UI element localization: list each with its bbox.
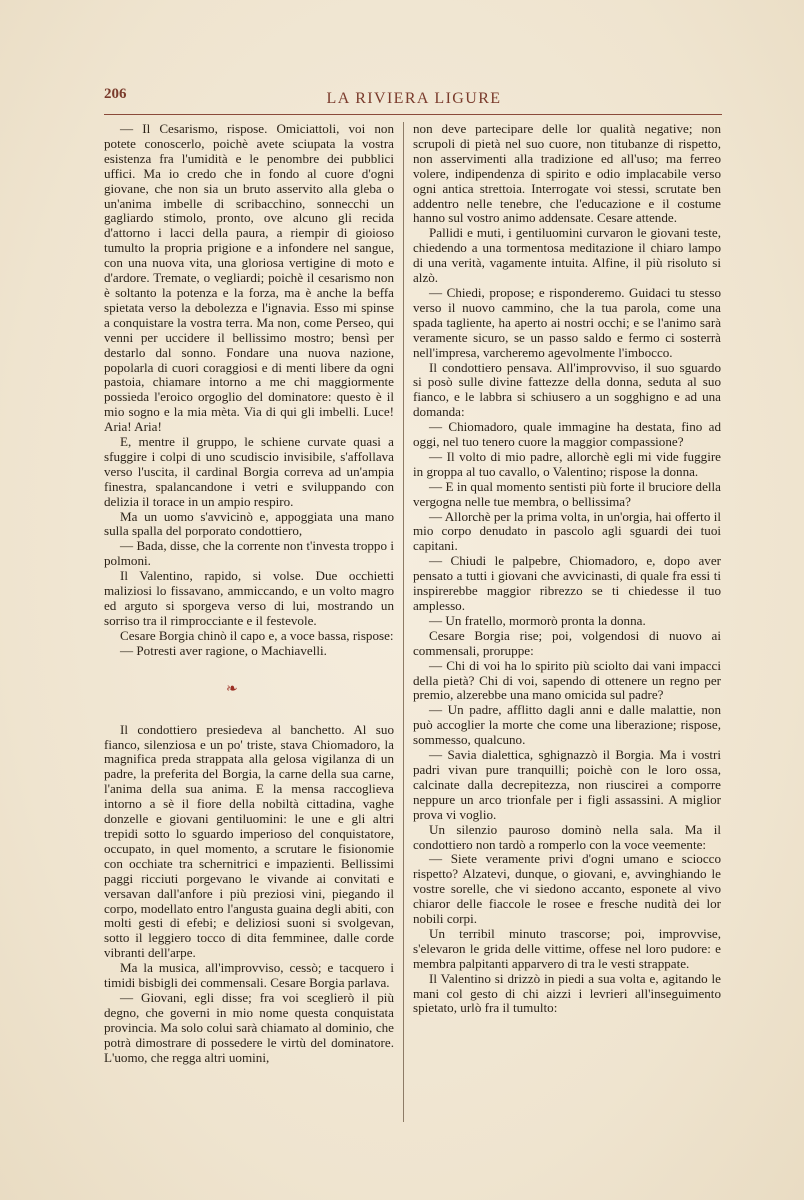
paragraph: — Chiomadoro, quale immagine ha destata, fino ad oggi, nel tuo tenero cuore la maggior compassione? (413, 419, 721, 450)
paragraph: — Siete veramente privi d'ogni umano e sciocco rispetto? Alzatevi, dunque, o giovani, e, avvinghiando le vostre sorelle, che vi siedono accanto, esponete al vivo chiaror delle fiaccole le rosee e fresche nudità dei lor nobili corpi. (413, 851, 721, 927)
paragraph: Il Valentino, rapido, si volse. Due occhietti maliziosi lo fissavano, ammiccando, e un volto magro ed arguto si sporgeva verso di lui, mostrando un sorriso tra il rimprocciante e il festevole. (104, 568, 394, 628)
right-column (413, 122, 721, 1016)
paragraph: Un terribil minuto trascorse; poi, improvvise, s'elevaron le grida delle vittime, offese nel loro pudore: e membra palpitanti apparvero di tra le vesti strappate. (413, 925, 721, 971)
paragraph: — Un fratello, mormorò pronta la donna. (429, 612, 646, 628)
running-title: LA RIVIERA LIGURE (326, 90, 502, 107)
paragraph: Il condottiero presiedeva al banchetto. Al suo fianco, silenziosa e un po' triste, stava Chiomadoro, la magnifica preda strappata alla gelosa vigilanza di un padre, la preferita del Borgia, la carne della sua carne, l'anima della sua anima. E la mensa raccoglieva intorno a sè il fiore della nobiltà cittadina, vaghe donzelle e giovani gentiluomini: le une e gli altri trepidi sotto lo sguardo imperioso del conquistatore, occupato, in quel momento, a scrutare le fisionomie con occhiate tra schernitrici e impazienti. Bellissimi paggi ricciuti porgevano le vivande ai convitati e versavan dall'anfore i più preziosi vini, piegando il corpo, modellato entro l'angusta guaina degli abiti, con molti gesti di efebi; e deliziosi suoni si svolgevan, sotto il leggiero tocco di dita femminee, dalle corde vibranti dell'arpe. (104, 721, 394, 961)
paragraph: Cesare Borgia chinò il capo e, a voce bassa, rispose: (120, 627, 394, 643)
paragraph: Il Valentino si drizzò in piedi a sua volta e, agitando le mani col gesto di chi aizzi i levrieri all'inseguimento spietato, urlò fra il tumulto: (413, 970, 721, 1016)
paragraph: — Bada, disse, che la corrente non t'investa troppo i polmoni. (104, 538, 394, 569)
paragraph: Ma la musica, all'improvviso, cessò; e tacquero i timidi bisbigli dei commensali. Cesare Borgia parlava. (104, 960, 394, 991)
paragraph: Un silenzio pauroso dominò nella sala. Ma il condottiero non tardò a romperlo con la voce veemente: (413, 821, 721, 852)
paragraph: — E in qual momento sentisti più forte il bruciore della vergogna nelle tue membra, o bellissima? (413, 478, 721, 509)
paragraph: Pallidi e muti, i gentiluomini curvaron le giovani teste, chiedendo a una tormentosa meditazione il chiaro lampo di una verità, vagamente intuita. Alfine, il più risoluto si alzò. (413, 225, 721, 286)
paragraph: — Savia dialettica, sghignazzò il Borgia. Ma i vostri padri vivan pure tranquilli; poichè con le loro ossa, calcinate dalla decrepitezza, non riuscirei a comporre neppure un arco trionfale per i figli assassini. A miglior prova vi voglio. (413, 747, 721, 822)
paragraph: — Un padre, afflitto dagli anni e dalle malattie, non può accoglier la morte che come una liberazione; rispose, sommesso, qualcuno. (413, 702, 721, 748)
paragraph: — Il Cesarismo, rispose. Omiciattoli, voi non potete conoscerlo, poichè avete sciupata la vostra esistenza fra l'umidità e le penombre dei pubblici uffici. Ma io credo che in fondo al cuore d'ogni giovane, che non sia un bruto asservito alla gleba o un'anima imbelle di scribacchino, sonnecchi un gagliardo stimolo, pronto, ove alcuno gli recida d'attorno i lacci della paura, a riempir di gioioso tumulto la propria prigione e a infondere nel sangue, con una nuova vita, una gloriosa vertigine di moto e d'ardore. Tremate, o vegliardi; poichè il cesarismo non è soltanto la potenza e la forza, ma è anche la beffa spietata verso la debolezza e l'ignavia. Esso mi spinse a conquistare la vostra terra. Ma non, come Perseo, qui venni per uccidere il bellissimo mostro; bensì per destarlo dal sonno. Fondare una nuova nazione, popolarla di cuori coraggiosi e di menti libere da ogni pastoia, chiamare intorno a me chi maggiormente possieda l'eroico orgoglio del dominatore: questo è il mio sogno e la mia mèta. Via di qui gli imbelli. Luce! Aria! Aria! (104, 121, 394, 435)
column-divider (403, 122, 404, 1122)
header-rule (104, 114, 722, 115)
paragraph: Il condottiero pensava. All'improvviso, il suo sguardo si posò sulle divine fattezze della donna, seduta al suo fianco, e le labbra si schiusero a un sogghigno e ad una domanda: (413, 359, 721, 420)
paragraph: — Chi di voi ha lo spirito più sciolto dai vani impacci della pietà? Chi di voi, sapendo di ottenere un regno per premio, alzerebbe una mano omicida sul padre? (413, 657, 721, 703)
page-header (104, 86, 724, 112)
page-number: 206 (104, 86, 127, 102)
paragraph: — Potresti aver ragione, o Machiavelli. (120, 642, 327, 658)
fleuron-ornament-icon: ❧ (226, 681, 238, 697)
paragraph: — Chiedi, propose; e risponderemo. Guidaci tu stesso verso il nuovo cammino, che la tua parola, come una spada tagliente, ha aperto ai nostri occhi; e se l'animo sarà veramente sicuro, se un passo saldo e fermo ci sosterrà nell'impresa, varcheremo agevolmente l'imbocco. (413, 284, 721, 360)
section-break (104, 659, 394, 723)
paragraph: E, mentre il gruppo, le schiene curvate quasi a sfuggire i colpi di uno scudiscio invisibile, s'affollava verso l'uscita, il cardinal Borgia correva ad un'ampia finestra, spalancandone i vetri e sviluppando con delizia il torace in un ampio respiro. (104, 434, 394, 509)
left-column (104, 122, 394, 1065)
paragraph: non deve partecipare delle lor qualità negative; non scrupoli di pietà nel suo cuore, non titubanze di rispetto, non asservimenti alla tradizione ed all'uso; ma ferreo volere, indipendenza di spirito e odio implacabile verso ogni antica strettoia. Interrogate voi stessi, scrutate ben addentro nelle tenebre, che l'educazione e il costume hanno sul vostro animo addensate. Cesare attende. (413, 121, 721, 226)
paragraph: Ma un uomo s'avvicinò e, appoggiata una mano sulla spalla del porporato condottiero, (104, 508, 394, 539)
paragraph: — Allorchè per la prima volta, in un'orgia, hai offerto il mio corpo denudato in pascolo agli sguardi dei tuoi capitani. (413, 508, 721, 554)
paragraph: Cesare Borgia rise; poi, volgendosi di nuovo ai commensali, proruppe: (413, 627, 721, 658)
paragraph: — Il volto di mio padre, allorchè egli mi vide fuggire in groppa al tuo cavallo, o Valentino; rispose la donna. (413, 448, 721, 479)
paragraph: — Giovani, egli disse; fra voi sceglierò il più degno, che governi in mio nome questa conquistata provincia. Ma solo colui sarà chiamato al dominio, che potrà dimostrare di possedere le virtù del dominatore. L'uomo, che regga altri uomini, (104, 989, 394, 1065)
paragraph: — Chiudi le palpebre, Chiomadoro, e, dopo aver pensato a tutti i giovani che avvicinasti, di quale fra essi ti inspirerebbe maggior ribrezzo se ti chiedesse il tuo amplesso. (413, 553, 721, 613)
